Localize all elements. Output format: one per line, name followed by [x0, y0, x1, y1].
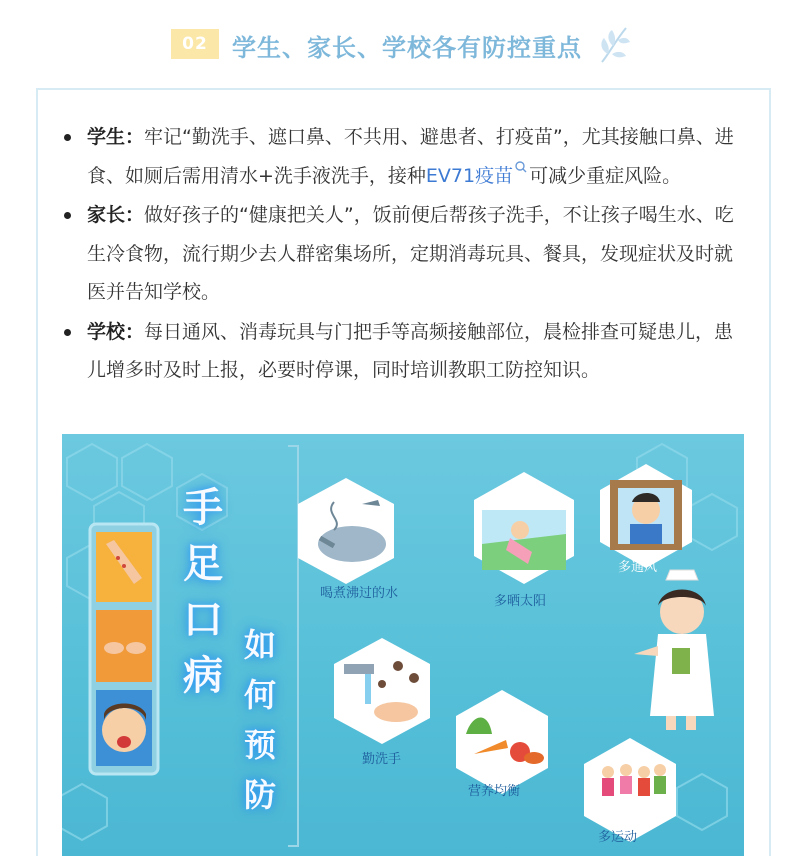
prevention-poster	[62, 434, 744, 856]
bullet-dot	[64, 329, 71, 336]
bullet-list	[60, 118, 750, 391]
bullet-label: 家长：	[87, 204, 145, 226]
leaf-icon	[596, 22, 632, 66]
caption-exercise: 多运动	[598, 830, 638, 845]
list-item-school	[60, 313, 750, 390]
bullet-text: 做好孩子的“健康把关人”，饭前便后帮孩子洗手，不让孩子喝生水、吃生冷食物，流行期少去人群密集场所，定期消毒玩具、餐具，发现症状及时就医并告知学校。	[87, 204, 734, 303]
caption-sunbath: 多晒太阳	[494, 594, 547, 609]
bullet-label: 学校：	[87, 320, 145, 343]
list-item-parents	[60, 196, 750, 312]
search-icon[interactable]	[514, 160, 528, 174]
caption-boil-water: 喝煮沸过的水	[320, 586, 399, 601]
poster-title-char: 口	[183, 596, 223, 643]
poster-subtitle-char: 预	[243, 726, 276, 764]
section-title: 学生、家长、学校各有防控重点	[232, 34, 582, 62]
list-item-students	[60, 118, 750, 195]
bullet-dot	[64, 212, 71, 219]
poster-subtitle-char: 何	[243, 676, 276, 714]
bullet-text: 每日通风、消毒玩具与门把手等高频接触部位，晨检排查可疑患儿，患儿增多时及时上报，必要时停课，同时培训教职工防控知识。	[87, 320, 734, 381]
poster-subtitle-char: 如	[243, 626, 276, 664]
poster-illustration	[62, 434, 744, 856]
poster-title-char: 足	[183, 540, 223, 587]
wash-hands-hexagon	[334, 638, 430, 744]
bullet-text: 牢记“勤洗手、遮口鼻、不共用、避患者、打疫苗”，尤其接触口鼻、进食、如厕后需用清水+洗手液洗手，接种	[87, 126, 734, 187]
caption-wash-hands: 勤洗手	[362, 752, 402, 767]
poster-subtitle	[240, 620, 280, 820]
caption-ventilate: 多通风	[618, 560, 658, 575]
bullet-label: 学生：	[87, 126, 145, 148]
section-header	[0, 22, 800, 66]
bullet-dot	[64, 134, 71, 141]
ev71-vaccine-link[interactable]: EV71疫苗	[425, 164, 514, 187]
caption-nutrition: 营养均衡	[468, 784, 521, 799]
section-number-badge: 02	[171, 29, 219, 59]
poster-subtitle-char: 防	[243, 776, 276, 814]
poster-title	[180, 480, 226, 704]
poster-title-char: 手	[183, 484, 223, 531]
bullet-text-end: 可减少重症风险。	[529, 164, 682, 187]
poster-title-char: 病	[183, 652, 223, 699]
